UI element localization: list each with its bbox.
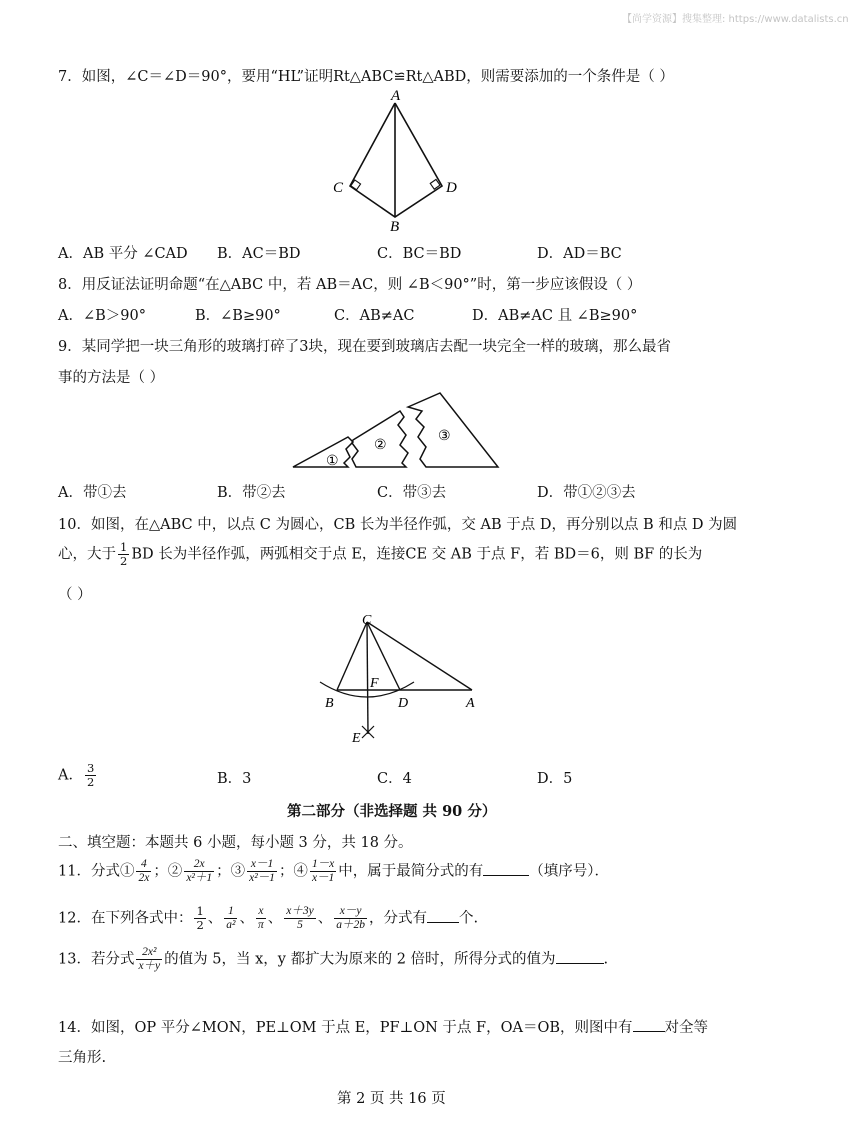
- q10-half-den: 2: [120, 554, 128, 569]
- q8-option-c: C．AB≠AC: [334, 308, 415, 324]
- question-11: [58, 858, 609, 885]
- q10-construction-figure: [312, 612, 492, 747]
- q10-option-b: B．3: [217, 771, 252, 787]
- q12-fraction-4: [284, 905, 315, 932]
- q9-option-a: A．带①去: [58, 485, 127, 501]
- q10-line2-pre: 心，大于: [58, 546, 116, 563]
- question-10-stem-line3: （ ）: [58, 587, 92, 603]
- q12-f2-num: 1: [224, 905, 237, 919]
- q7-option-b: B．AC＝BD: [217, 246, 301, 262]
- q12-f4-num: x＋3y: [284, 905, 315, 919]
- q11-fraction-2: [184, 858, 214, 885]
- q9-option-c: C．带③去: [377, 485, 447, 501]
- q12-f3-num: x: [256, 905, 266, 919]
- section-2-instructions: 二、填空题：本题共 6 小题，每小题 3 分，共 18 分。: [58, 835, 413, 851]
- q11-f1-num: 4: [136, 858, 151, 872]
- q13-tail: 的值为 5，当 x，y 都扩大为原来的 2 倍时，所得分式的值为: [164, 951, 556, 968]
- q12-fraction-3: [256, 905, 266, 932]
- q10-half-fraction: [118, 541, 129, 568]
- q12-tail: ，分式有: [368, 910, 427, 927]
- q7-label-a: A: [391, 88, 401, 104]
- q7-kite-figure: [325, 88, 475, 233]
- question-14-line2: 三角形.: [58, 1050, 107, 1066]
- q10-label-a: A: [466, 696, 475, 711]
- q12-f3-den: π: [257, 919, 264, 932]
- q12-answer-blank[interactable]: [427, 910, 459, 923]
- q11-sep-3: ；③: [216, 863, 246, 880]
- q8-option-a: A．∠B＞90°: [58, 308, 146, 324]
- q11-f1-den: 2x: [138, 872, 150, 885]
- q10-label-d: D: [398, 696, 409, 711]
- q12-f2-den: a²: [226, 919, 236, 932]
- q12-sep-1: 、: [207, 910, 223, 927]
- q12-sep-2: 、: [239, 910, 254, 927]
- q7-option-c: C．BC＝BD: [377, 246, 462, 262]
- q10-half-num: 1: [120, 540, 128, 554]
- q11-answer-blank[interactable]: [483, 863, 529, 876]
- q11-f3-num: x－1: [247, 858, 277, 872]
- q12-sep-4: 、: [317, 910, 333, 927]
- q8-option-b: B．∠B≥90°: [195, 308, 281, 324]
- q11-f3-den: x²－1: [249, 872, 275, 885]
- q7-option-d: D．AD＝BC: [537, 246, 622, 262]
- question-13: [58, 946, 608, 973]
- q13-f-num: 2x²: [136, 946, 162, 960]
- q9-piece-3-label: ③: [438, 429, 451, 444]
- q7-label-b: B: [390, 219, 400, 235]
- q10-option-a-fraction: [85, 762, 96, 789]
- q13-after: .: [603, 951, 609, 968]
- q11-tail: 中，属于最简分式的有: [338, 863, 484, 880]
- q9-option-b: B．带②去: [217, 485, 286, 501]
- q14-line1-text: 14．如图，OP 平分∠MON，PE⊥OM 于点 E，PF⊥ON 于点 F，OA＝OB，则图中有: [58, 1020, 633, 1036]
- question-7-stem: 7．如图，∠C＝∠D＝90°，要用“HL”证明Rt△ABC≌Rt△ABD，则需要添加的一个条件是（ ）: [58, 69, 674, 85]
- q12-lead: 12．在下列各式中：: [58, 910, 193, 927]
- q10-label-c: C: [362, 613, 372, 628]
- q11-lead: 11．分式①: [58, 863, 135, 880]
- q10-option-c: C．4: [377, 771, 412, 787]
- q13-lead: 13．若分式: [58, 951, 135, 968]
- q11-fraction-3: [247, 858, 277, 885]
- question-14-line1: [58, 1016, 708, 1037]
- q11-fraction-4: [310, 858, 336, 885]
- q12-f5-den: a＋2b: [336, 919, 365, 932]
- q10-label-e: E: [352, 731, 361, 746]
- q12-fraction-5: [334, 905, 367, 932]
- q14-answer-blank[interactable]: [633, 1019, 665, 1032]
- q12-sep-3: 、: [267, 910, 283, 927]
- q13-answer-blank[interactable]: [556, 951, 604, 964]
- q12-after: 个.: [458, 910, 479, 927]
- q9-broken-glass-figure: [290, 385, 505, 473]
- question-10-stem-line1: 10．如图，在△ABC 中，以点 C 为圆心，CB 长为半径作弧，交 AB 于点 D，再分别以点 B 和点 D 为圆: [58, 517, 738, 533]
- q12-fraction-1: [194, 905, 205, 932]
- q10-line2-post: BD 长为半径作弧，两弧相交于点 E，连接CE 交 AB 于点 F，若 BD＝6，则 BF 的长为: [131, 546, 703, 563]
- question-12: [58, 905, 478, 932]
- question-9-stem-line1: 9．某同学把一块三角形的玻璃打碎了3块，现在要到玻璃店去配一块完全一样的玻璃，那么最省: [58, 339, 671, 355]
- q7-label-c: C: [333, 180, 344, 196]
- q9-option-d: D．带①②③去: [537, 485, 636, 501]
- q9-piece-1-label: ①: [326, 454, 339, 469]
- q12-f5-num: x－y: [334, 905, 367, 919]
- q10-option-a-num: 3: [86, 761, 95, 775]
- q7-option-a: A．AB 平分 ∠CAD: [58, 246, 188, 262]
- q11-sep-4: ；④: [278, 863, 308, 880]
- q11-f2-den: x²＋1: [186, 872, 213, 885]
- q12-f1-den: 2: [196, 918, 204, 933]
- q11-f4-den: x－1: [311, 872, 335, 885]
- q12-fraction-2: [224, 905, 237, 932]
- q10-label-f: F: [370, 676, 379, 691]
- watermark: 【尚学资源】搜集整理: https://www.datalists.cn: [622, 14, 849, 25]
- question-10-stem-line2: [58, 541, 702, 568]
- q14-line1-after: 对全等: [664, 1020, 708, 1036]
- question-9-stem-line2: 事的方法是（ ）: [58, 370, 165, 386]
- q10-label-b: B: [325, 696, 334, 711]
- q11-f4-num: 1－x: [310, 858, 336, 872]
- q8-option-d: D．AB≠AC 且 ∠B≥90°: [472, 308, 638, 324]
- q11-f2-num: 2x: [184, 858, 214, 872]
- part-2-heading: 第二部分（非选择题 共 90 分）: [287, 803, 497, 820]
- q11-after: （填序号）．: [529, 863, 610, 880]
- q11-sep-2: ；②: [153, 863, 183, 880]
- question-8-stem: 8．用反证法证明命题“在△ABC 中，若 AB＝AC，则 ∠B＜90°”时，第一步应该假设（ ）: [58, 277, 642, 293]
- q12-f1-num: 1: [196, 904, 204, 918]
- q10-option-a-den: 2: [86, 775, 95, 790]
- q11-fraction-1: [136, 858, 151, 885]
- page-footer: 第 2 页 共 16 页: [337, 1091, 446, 1107]
- q10-option-a: [58, 762, 98, 789]
- q9-piece-2-label: ②: [374, 438, 387, 453]
- q7-label-d: D: [446, 180, 457, 196]
- q13-fraction: [136, 946, 162, 973]
- q10-option-a-label: A．: [58, 767, 83, 784]
- q10-option-d: D．5: [537, 771, 573, 787]
- q12-f4-den: 5: [297, 919, 303, 932]
- q13-f-den: x＋y: [138, 960, 161, 973]
